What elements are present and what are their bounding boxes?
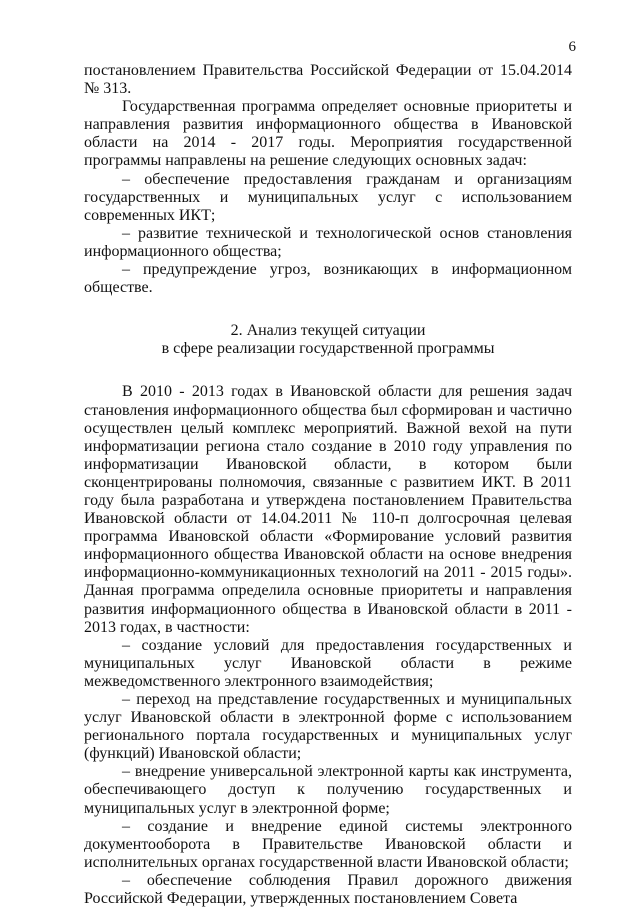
list-item: – обеспечение соблюдения Правил дорожного движения Российской Федерации, утвержденных постановлением Совета [84, 871, 572, 908]
paragraph: постановлением Правительства Российской Федерации от 15.04.2014 № 313. [84, 62, 572, 98]
list-item: – развитие технической и технологической основ становления информационного общества; [84, 224, 572, 260]
section-heading-line-2: в сфере реализации государственной программы [161, 340, 495, 358]
list-item: – создание и внедрение единой системы электронного документооборота в Правительстве Ивановской области и исполнительных органах государственной власти Ивановской области; [84, 817, 572, 871]
list-item: – переход на представление государственных и муниципальных услуг Ивановской области в электронной форме с использованием регионального портала государственных и муниципальных услуг (функций) Ивановской области; [84, 691, 572, 763]
page-number: 6 [568, 39, 576, 55]
list-item: – обеспечение предоставления гражданам и организациям государственных и муниципальных услуг с использованием современных ИКТ; [84, 170, 572, 224]
list-item: – внедрение универсальной электронной карты как инструмента, обеспечивающего доступ к получению государственных и муниципальных услуг в электронной форме; [84, 763, 572, 817]
list-item: – создание условий для предоставления государственных и муниципальных услуг Ивановской области в режиме межведомственного электронного взаимодействия; [84, 636, 572, 690]
document-body [84, 62, 572, 908]
list-item: – предупреждение угроз, возникающих в информационном обществе. [84, 261, 572, 297]
section-heading [84, 322, 572, 358]
section-heading-line-1: 2. Анализ текущей ситуации [230, 322, 426, 340]
paragraph: В 2010 - 2013 годах в Ивановской области для решения задач становления информационного общества был сформирован и частично осуществлен целый комплекс мероприятий. Важной вехой на пути информатизации региона стало создание в 2010 году управления по информатизации Ивановской области, в котором были сконцентрированы полномочия, связанные с развитием ИКТ. В 2011 году была разработана и утверждена постановлением Правительства Ивановской области от 14.04.2011 № 110-п долгосрочная целевая программа Ивановской области «Формирование условий развития информационного общества Ивановской области на основе внедрения информационно-коммуникационных технологий на 2011 - 2015 годы». Данная программа определила основные приоритеты и направления развития информационного общества в Ивановской области в 2011 - 2013 годах, в частности: [84, 383, 572, 636]
paragraph: Государственная программа определяет основные приоритеты и направления развития информационного общества в Ивановской области на 2014 - 2017 годы. Мероприятия государственной программы направлены на решение следующих основных задач: [84, 98, 572, 170]
